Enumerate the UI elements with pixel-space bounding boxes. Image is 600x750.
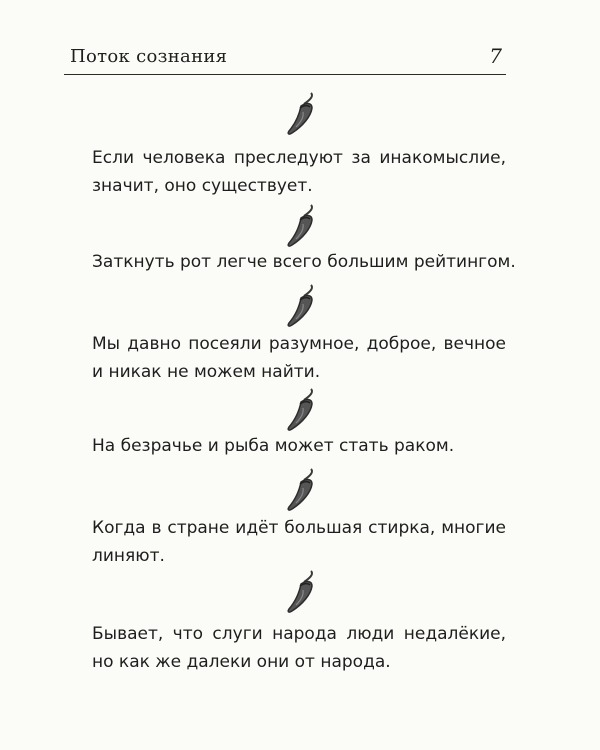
aphorism-text: Мы давно посеяли разумное, доброе, вечное и никак не можем найти. <box>92 334 506 382</box>
running-title: Поток сознания <box>70 46 228 67</box>
page-header <box>64 40 506 75</box>
chili-pepper-icon <box>280 92 320 140</box>
chili-pepper-icon <box>280 204 320 252</box>
aphorism-text: Когда в стране идёт большая стирка, многие линяют. <box>92 518 506 566</box>
chili-pepper-icon <box>280 468 320 516</box>
aphorism-text: Бывает, что слуги народа люди недалёкие, но как же далеки они от народа. <box>92 624 506 672</box>
aphorism-text: На безрачье и рыба может стать раком. <box>92 436 455 456</box>
page-number: 7 <box>489 44 502 68</box>
chili-pepper-icon <box>280 284 320 332</box>
aphorism-text: Если человека преследуют за инакомыслие, значит, оно существует. <box>92 148 506 196</box>
chili-pepper-icon <box>280 570 320 618</box>
aphorism-text: Заткнуть рот легче всего большим рейтингом. <box>92 252 516 272</box>
chili-pepper-icon <box>280 388 320 436</box>
